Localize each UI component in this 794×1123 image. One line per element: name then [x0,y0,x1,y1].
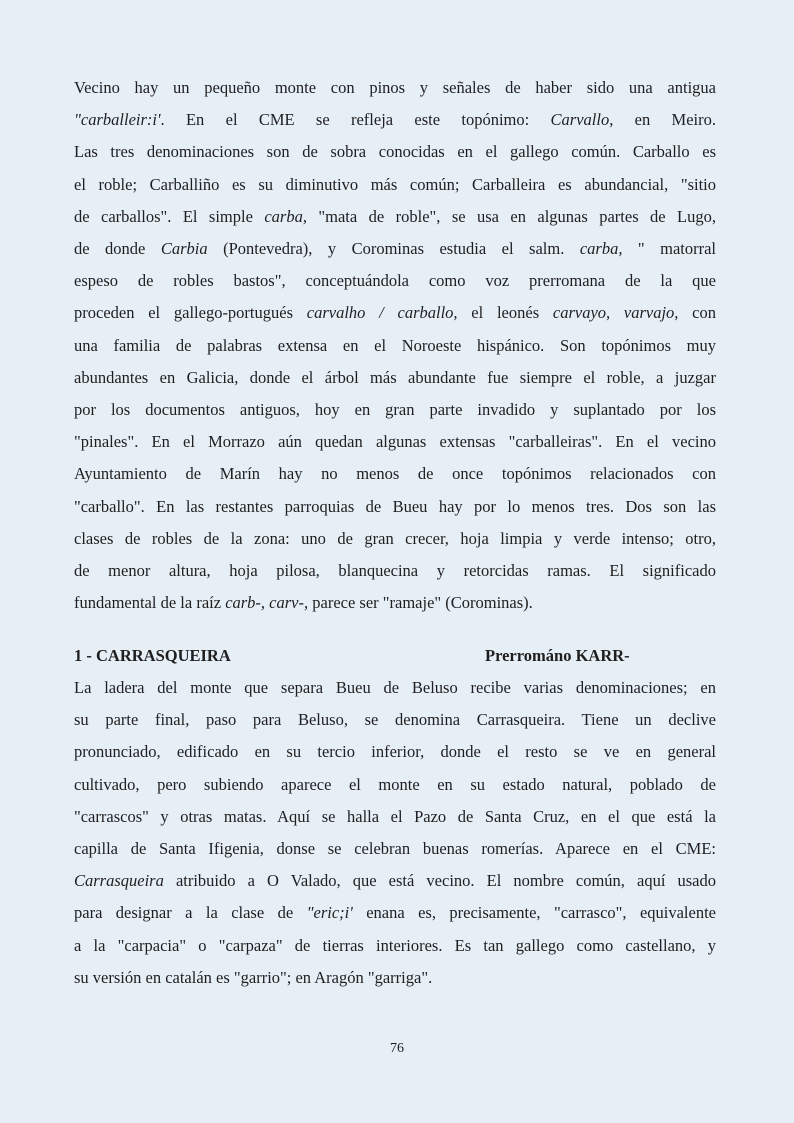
text-line [74,678,716,698]
text-segment: Ayuntamiento de Marín hay no menos de once topónimos relacionados con [74,464,716,484]
text-line [74,742,716,762]
section-subtitle: Prerrománo KARR- [485,646,630,665]
italic-term: Carbia [160,239,208,258]
text-segment: con [678,303,716,323]
text-segment: de donde [74,239,161,258]
text-line [74,432,716,452]
text-segment: Las tres denominaciones son de sobra conocidas en el gallego común. Carballo es [74,142,716,162]
text-line [74,529,716,549]
text-segment: "carballo". En las restantes parroquias de Bueu hay por lo menos tres. Dos son las [74,496,716,516]
text-line [74,271,716,291]
text-segment: fundamental de la raíz [74,593,226,613]
text-segment: enana es, precisamente, "carrasco", equivalente [352,903,716,923]
text-line [74,78,716,98]
text-line [74,303,716,323]
text-segment: a la "carpacia" o "carpaza" de tierras interiores. Es tan gallego como castellano, y [74,935,716,955]
text-segment: una familia de palabras extensa en el Noroeste hispánico. Son topónimos muy [74,335,716,355]
italic-term: "eric;i' [306,903,353,923]
text-line [74,561,716,581]
text-line [74,110,716,130]
text-segment: abundantes en Galicia, donde el árbol más abundante fue siempre el roble, a juzgar [74,367,716,387]
text-segment: La ladera del monte que separa Bueu de Beluso recibe varias denominaciones; en [74,678,716,697]
text-segment: "mata de roble", se usa en algunas partes de Lugo, [306,206,717,226]
italic-term: Carrasqueira [74,871,164,891]
text-segment: espeso de robles bastos", conceptuándola como voz prerromana de la que [74,271,716,291]
text-line [74,839,716,859]
text-line [74,775,716,795]
text-segment: "carrascos" y otras matas. Aquí se halla el Pazo de Santa Cruz, en el que está la [74,806,716,826]
text-line [74,175,716,195]
text-segment: de carballos". El simple [74,206,265,226]
text-line [74,968,716,988]
text-segment: para designar a la clase de [74,903,307,923]
text-segment: en Meiro. [613,110,716,130]
text-line [74,497,716,517]
section-title: 1 - CARRASQUEIRA [74,646,231,665]
page-number: 76 [390,1041,404,1056]
italic-term: "carballeir:i' [74,110,161,130]
text-line [74,207,716,227]
text-line [74,464,716,484]
text-segment: capilla de Santa Ifigenia, donse se celebran buenas romerías. Aparece en el CME: [74,839,716,858]
text-segment: de menor altura, hoja pilosa, blanquecina y retorcidas ramas. El significado [74,561,716,580]
text-line [74,239,716,259]
italic-term: carba, [264,206,307,226]
text-segment: clases de robles de la zona: uno de gran crecer, hoja limpia y verde intenso; otro, [74,528,716,548]
text-line [74,807,716,827]
text-segment: . En el CME se refleja este topónimo: [160,110,551,130]
text-segment: el roble; Carballiño es su diminutivo más común; Carballeira es abundancial, "sitio [74,174,716,194]
text-segment: (Pontevedra), y Corominas estudia el salm. [207,239,580,258]
text-line [74,936,716,956]
text-line [74,400,716,420]
text-segment: su versión en catalán es "garrio"; en Aragón "garriga". [74,967,433,987]
italic-term: carba, [579,239,623,258]
text-segment: pronunciado, edificado en su tercio inferior, donde el resto se ve en general [74,742,716,762]
text-line [74,593,716,613]
text-line [74,710,716,730]
italic-term: carb-, carv-, [225,593,309,613]
text-segment: el leonés [457,303,553,323]
italic-term: carvayo, varvajo, [552,303,679,323]
text-line [74,368,716,388]
text-line [74,142,716,162]
italic-term: carvalho / carballo, [306,303,458,323]
text-segment: parece ser "ramaje" (Corominas). [308,593,533,613]
text-line [74,871,716,891]
text-segment: atribuido a O Valado, que está vecino. El nombre común, aquí usado [163,871,716,891]
text-segment: proceden el gallego-portugués [74,303,307,323]
text-segment: " matorral [622,239,717,258]
text-segment: por los documentos antiguos, hoy en gran parte invadido y suplantado por los [74,400,716,419]
text-segment: cultivado, pero subiendo aparece el monte en su estado natural, poblado de [74,774,716,794]
text-segment: Vecino hay un pequeño monte con pinos y señales de haber sido una antigua [74,78,716,97]
text-line [74,903,716,923]
text-segment: su parte final, paso para Beluso, se denomina Carrasqueira. Tiene un declive [74,710,716,730]
italic-term: Carvallo, [550,110,614,130]
text-line [74,336,716,356]
text-segment: "pinales". En el Morrazo aún quedan algunas extensas "carballeiras". En el vecino [74,432,716,452]
